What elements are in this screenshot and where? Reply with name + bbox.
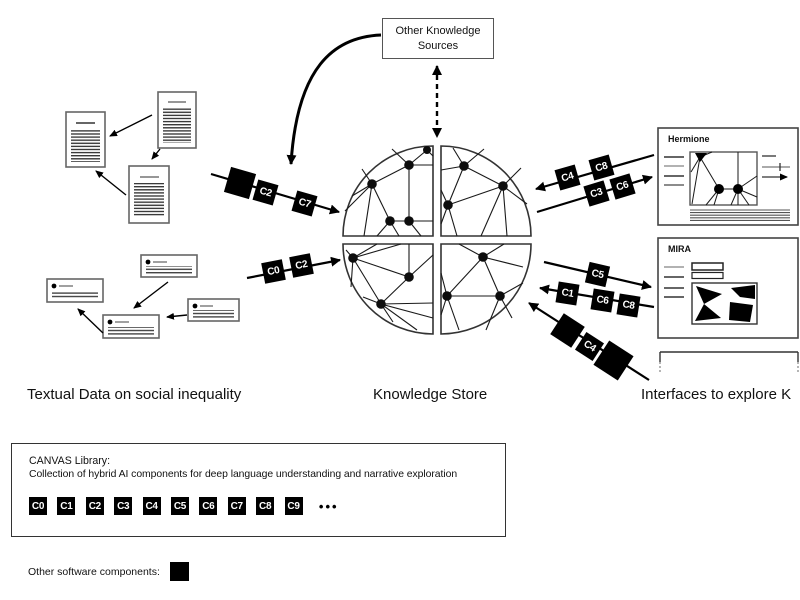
library-chip-c6: C6 [199, 497, 217, 515]
doc-link-arrow [110, 115, 152, 136]
legend-label: Other software components: [28, 565, 160, 578]
chip-c0: C0 [261, 259, 286, 284]
document-icon [129, 166, 169, 223]
caption-interfaces: Interfaces to explore K [641, 386, 792, 403]
card-icon [103, 315, 159, 338]
chip-c6: C6 [609, 173, 635, 199]
chip-c3: C3 [583, 180, 609, 206]
more-components-ellipsis: ••• [318, 498, 339, 514]
doc-link-arrow [152, 149, 160, 159]
library-chip-c4: C4 [143, 497, 161, 515]
card-icons [47, 255, 239, 338]
chip-c8: C8 [616, 293, 640, 317]
card-icon [188, 299, 239, 321]
caption-textual-data: Textual Data on social inequality [27, 386, 242, 403]
legend-other-components [28, 562, 189, 581]
chip-c5: C5 [584, 261, 609, 286]
library-chip-c1: C1 [57, 497, 75, 515]
chip-c2: C2 [252, 179, 278, 205]
chip-c2: C2 [289, 253, 314, 278]
card-link-arrow [134, 282, 168, 308]
card-link-arrow [167, 315, 187, 317]
chip-c4: C4 [554, 164, 580, 190]
document-icon [158, 92, 196, 148]
library-chip-c8: C8 [256, 497, 274, 515]
chip-c8: C8 [588, 154, 614, 180]
library-chip-c5: C5 [171, 497, 189, 515]
doc-link-arrow [96, 171, 126, 195]
knowledge-store-circle [343, 146, 531, 334]
chip-c4: C4 [574, 331, 603, 360]
curved-arrow-other-sources [291, 35, 381, 164]
canvas-library-box [11, 443, 506, 537]
canvas-library-title: CANVAS Library: [29, 455, 111, 467]
other-knowledge-sources-box [382, 18, 494, 59]
explorer-panel-partial [660, 352, 798, 374]
chip-c1: C1 [555, 281, 579, 305]
other-knowledge-sources-label: Other Knowledge Sources [395, 25, 481, 52]
library-chip-c0: C0 [29, 497, 47, 515]
library-chip-c9: C9 [285, 497, 303, 515]
caption-knowledge-store: Knowledge Store [373, 386, 488, 403]
library-chip-c7: C7 [228, 497, 246, 515]
chip-c7: C7 [291, 190, 317, 216]
document-icons [66, 92, 196, 223]
library-chip-c3: C3 [114, 497, 132, 515]
canvas-library-subtitle: Collection of hybrid AI components for deep language understanding and narrative exploration [29, 469, 458, 480]
mira-title: MIRA [668, 244, 691, 254]
quadrant-top-right [441, 146, 531, 236]
canvas-library-chips [29, 497, 339, 515]
card-link-arrow [78, 309, 103, 333]
library-chip-c2: C2 [86, 497, 104, 515]
card-icon [47, 279, 103, 302]
document-icon [66, 112, 105, 167]
mira-abstract-shape [729, 302, 753, 322]
other-component-square-icon [170, 562, 189, 581]
chip-c6: C6 [590, 288, 614, 312]
hermione-title: Hermione [668, 134, 710, 144]
card-icon [141, 255, 197, 277]
